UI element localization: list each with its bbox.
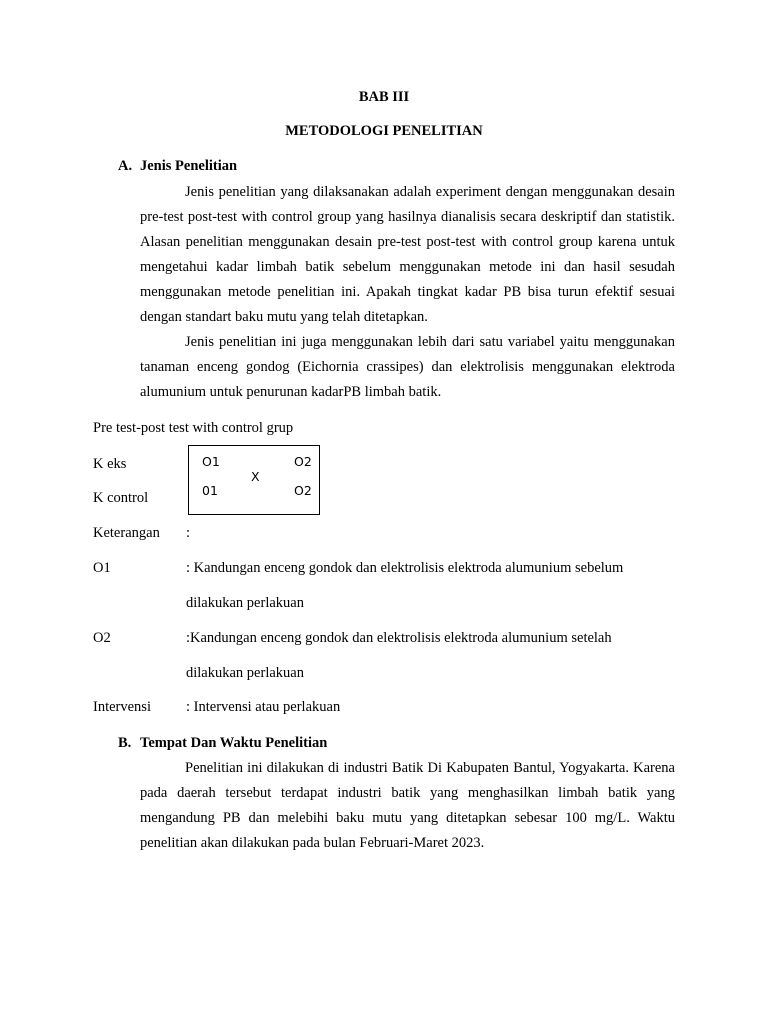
section-a-marker: A. — [118, 158, 133, 174]
design-label: Pre test-post test with control grup — [93, 420, 294, 436]
diagram-row2-pretest: 01 — [202, 483, 218, 498]
section-b-heading: Tempat Dan Waktu Penelitian — [140, 735, 328, 751]
group-experiment-label: K eks — [93, 456, 127, 472]
section-a-paragraph-1: Jenis penelitian yang dilaksanakan adalah experiment dengan menggunakan desain pre-test post-test with control group yang hasilnya dianalisis secara deskriptif dan statistik. Alasan penelitian menggunakan desain pre-test post-test with control group karena untuk mengetahui kadar limbah batik sebelum menggunakan metode ini dan hasil sesudah menggunakan metode penelitian ini. Apakah tingkat kadar PB bisa turun efektif sesuai dengan standart baku mutu yang telah ditetapkan. — [140, 184, 675, 325]
diagram-row2-posttest: O2 — [294, 483, 312, 498]
legend-o2-definition: :Kandungan enceng gondok dan elektrolisis elektroda alumunium setelah — [186, 630, 612, 646]
legend-o2-term: O2 — [93, 630, 111, 646]
chapter-number: BAB III — [358, 89, 410, 105]
legend-keterangan-term: Keterangan — [93, 525, 160, 541]
chapter-title: METODOLOGI PENELITIAN — [285, 123, 483, 139]
legend-o1-definition-cont: dilakukan perlakuan — [186, 595, 304, 611]
section-a-paragraph-2: Jenis penelitian ini juga menggunakan lebih dari satu variabel yaitu menggunakan tanaman enceng gondog (Eichornia crassipes) dan elektrolisis menggunakan elektroda alumunium untuk penurunan kadarPB limbah batik. — [140, 334, 675, 400]
section-a-heading: Jenis Penelitian — [140, 158, 238, 174]
research-design-diagram — [188, 445, 320, 515]
legend-keterangan-def: : — [186, 525, 191, 541]
diagram-row1-pretest: O1 — [202, 454, 220, 469]
legend-o1-term: O1 — [93, 560, 111, 576]
legend-o2-definition-cont: dilakukan perlakuan — [186, 665, 304, 681]
section-b-marker: B. — [118, 735, 132, 751]
diagram-intervention: X — [251, 469, 260, 484]
legend-intervensi-term: Intervensi — [93, 699, 151, 715]
legend-intervensi-definition: : Intervensi atau perlakuan — [186, 699, 341, 715]
group-control-label: K control — [93, 490, 149, 506]
section-b-paragraph-1: Penelitian ini dilakukan di industri Batik Di Kabupaten Bantul, Yogyakarta. Karena pada daerah tersebut terdapat industri batik yang menghasilkan limbah batik yang mengandung PB dan melebihi baku mutu yang ditetapkan sebesar 100 mg/L. Waktu penelitian akan dilakukan pada bulan Februari-Maret 2023. — [140, 760, 675, 851]
diagram-row1-posttest: O2 — [294, 454, 312, 469]
legend-o1-definition: : Kandungan enceng gondok dan elektrolisis elektroda alumunium sebelum — [186, 560, 624, 576]
